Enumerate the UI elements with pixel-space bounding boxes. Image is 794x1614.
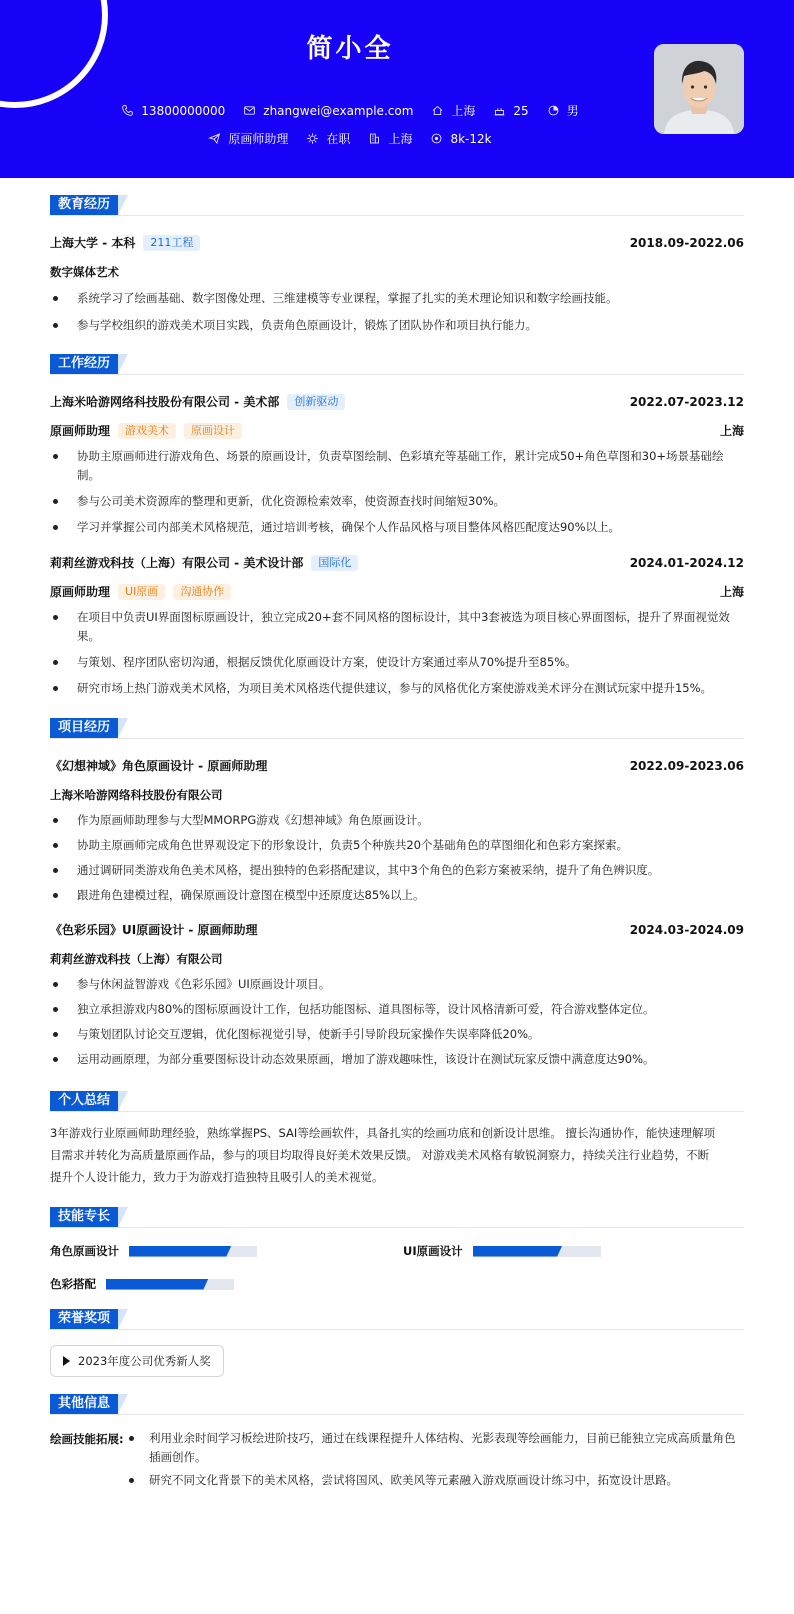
contact-gender	[547, 102, 579, 119]
skill-bar	[106, 1279, 234, 1290]
job-period: 2024.01-2024.12	[629, 555, 744, 570]
project-company: 莉莉丝游戏科技（上海）有限公司	[50, 952, 223, 966]
contact-age	[493, 104, 528, 118]
profile-photo	[654, 44, 744, 134]
intent-city	[368, 130, 412, 147]
section-header	[50, 195, 744, 216]
skill-item	[50, 1276, 234, 1292]
skills-row	[50, 1243, 744, 1259]
skills-row	[50, 1276, 744, 1292]
list-item: 跟进角色建模过程，确保原画设计意图在模型中还原度达85%以上。	[50, 886, 744, 905]
summary-line: 3年游戏行业原画师助理经验，熟练掌握PS、SAI等绘画软件，具备扎实的绘画功底和创新设计思维。 擅长沟通协作，能快速理解项	[50, 1126, 715, 1140]
project-name: 《幻想神域》角色原画设计 - 原画师助理	[50, 759, 268, 773]
send-icon	[208, 132, 221, 145]
other-section	[50, 1394, 744, 1490]
list-item: 与策划、程序团队密切沟通，根据反馈优化原画设计方案，使设计方案通过率从70%提升至85%。	[50, 653, 744, 672]
phone-icon	[121, 104, 134, 117]
job-header-row	[50, 393, 744, 410]
company-tag: 国际化	[311, 555, 358, 571]
list-item: 协助主原画师完成角色世界观设定下的形象设计，负责5个种族共20个基础角色的草图细化和色彩方案探索。	[50, 836, 744, 855]
project-bullets	[50, 975, 744, 1069]
skill-bar	[473, 1246, 601, 1257]
section-header	[50, 1394, 744, 1415]
company-name: 上海米哈游网络科技股份有限公司 - 美术部	[50, 395, 280, 409]
age-icon	[493, 104, 506, 117]
contact-email	[243, 104, 413, 118]
summary-section	[50, 1091, 744, 1188]
salary-icon	[430, 132, 443, 145]
school-name: 上海大学 - 本科	[50, 236, 136, 250]
other-info-row	[50, 1429, 744, 1490]
section-header	[50, 1091, 744, 1112]
list-item: 在项目中负责UI界面图标原画设计，独立完成20+套不同风格的图标设计，其中3套被选为项目核心界面图标，提升了界面视觉效果。	[50, 608, 744, 646]
home-city: 上海	[451, 104, 476, 118]
section-header	[50, 1309, 744, 1330]
work-section	[50, 354, 744, 698]
education-section	[50, 195, 744, 335]
list-item: 作为原画师助理参与大型MMORPG游戏《幻想神域》角色原画设计。	[50, 811, 744, 830]
role-tag: 游戏美术	[118, 423, 176, 439]
summary-text	[50, 1122, 744, 1188]
list-item: 参与学校组织的游戏美术项目实践，负责角色原画设计，锻炼了团队协作和项目执行能力。	[50, 316, 744, 335]
project-period: 2022.09-2023.06	[629, 758, 744, 773]
section-title: 荣誉奖项	[50, 1309, 118, 1329]
list-item: 学习并掌握公司内部美术风格规范，通过培训考核，确保个人作品风格与项目整体风格匹配度达90%以上。	[50, 518, 744, 537]
candidate-name: 简小全	[306, 34, 394, 64]
company-tag: 创新驱动	[287, 394, 345, 410]
building-icon	[368, 132, 381, 145]
contact-phone	[121, 104, 225, 118]
job-role: 原画师助理	[50, 585, 111, 599]
intent-salary	[430, 132, 491, 146]
play-triangle-icon	[63, 1356, 70, 1366]
role-tag: UI原画	[118, 584, 165, 600]
school-tag: 211工程	[143, 235, 200, 251]
job-role: 原画师助理	[50, 424, 111, 438]
project-name: 《色彩乐园》UI原画设计 - 原画师助理	[50, 923, 258, 937]
email-address: zhangwei@example.com	[263, 103, 414, 118]
education-period: 2018.09-2022.06	[629, 235, 744, 250]
section-title: 个人总结	[50, 1091, 118, 1111]
list-item: 协助主原画师进行游戏角色、场景的原画设计，负责草图绘制、色彩填充等基础工作，累计完成50+角色草图和30+场景基础绘制。	[50, 447, 744, 485]
skill-item	[50, 1243, 403, 1259]
section-title: 项目经历	[50, 718, 118, 738]
other-info-bullets	[126, 1429, 744, 1490]
project-header-row	[50, 757, 744, 774]
award-item[interactable]	[50, 1345, 224, 1377]
intent-city-text: 上海	[388, 132, 413, 146]
contact-home	[431, 102, 475, 119]
major: 数字媒体艺术	[50, 265, 119, 279]
intent-status	[306, 130, 350, 147]
section-title: 技能专长	[50, 1207, 118, 1227]
skill-bar	[129, 1246, 257, 1257]
list-item: 系统学习了绘画基础、数字图像处理、三维建模等专业课程，掌握了扎实的美术理论知识和数字绘画技能。	[50, 289, 744, 308]
job-location: 上海	[719, 585, 744, 599]
list-item: 与策划团队讨论交互逻辑，优化图标视觉引导，使新手引导阶段玩家操作失误率降低20%。	[50, 1025, 744, 1044]
section-title: 工作经历	[50, 354, 118, 374]
resume-header	[0, 0, 794, 178]
project-bullets	[50, 811, 744, 905]
section-header	[50, 1207, 744, 1228]
job-role-row	[50, 422, 744, 439]
skill-name: 色彩搭配	[50, 1277, 96, 1291]
intent-position	[208, 130, 288, 147]
other-info-label: 绘画技能拓展:	[50, 1432, 124, 1446]
job-header-row	[50, 554, 744, 571]
job-bullets	[50, 608, 744, 698]
list-item: 参与休闲益智游戏《色彩乐园》UI原画设计项目。	[50, 975, 744, 994]
phone-number: 13800000000	[141, 103, 226, 118]
list-item: 研究市场上热门游戏美术风格，为项目美术风格迭代提供建议，参与的风格优化方案使游戏美术评分在测试玩家中提升15%。	[50, 679, 744, 698]
skill-item	[403, 1243, 601, 1259]
age-value: 25	[513, 103, 529, 118]
project-company: 上海米哈游网络科技股份有限公司	[50, 788, 223, 802]
section-header	[50, 354, 744, 375]
gender-icon	[547, 104, 560, 117]
section-title: 其他信息	[50, 1394, 118, 1414]
list-item: 通过调研同类游戏角色美术风格，提出独特的色彩搭配建议，其中3个角色的色彩方案被采纳，提升了角色辨识度。	[50, 861, 744, 880]
intent-salary-text: 8k-12k	[450, 131, 492, 146]
skill-bar-fill	[106, 1279, 208, 1290]
job-period: 2022.07-2023.12	[629, 394, 744, 409]
skills-section	[50, 1207, 744, 1292]
mail-icon	[243, 104, 256, 117]
skill-bar-fill	[129, 1246, 231, 1257]
summary-line: 提升个人设计能力，致力于为游戏打造独特且吸引人的美术视觉。	[50, 1170, 384, 1184]
education-header-row	[50, 234, 744, 251]
job-bullets	[50, 447, 744, 537]
list-item: 独立承担游戏内80%的图标原画设计工作，包括功能图标、道具图标等，设计风格清新可爱，符合游戏整体定位。	[50, 1000, 744, 1019]
skill-name: 角色原画设计	[50, 1244, 119, 1258]
honors-section	[50, 1309, 744, 1377]
section-header	[50, 718, 744, 739]
job-role-row	[50, 583, 744, 600]
list-item: 研究不同文化背景下的美术风格，尝试将国风、欧美风等元素融入游戏原画设计练习中，拓宽设计思路。	[126, 1471, 744, 1490]
projects-section	[50, 718, 744, 1069]
list-item: 利用业余时间学习板绘进阶技巧，通过在线课程提升人体结构、光影表现等绘画能力，目前已能独立完成高质量角色插画创作。	[126, 1429, 744, 1467]
role-tag: 原画设计	[184, 423, 242, 439]
skill-name: UI原画设计	[403, 1244, 463, 1258]
summary-line: 目需求并转化为高质量原画作品，参与的项目均取得良好美术效果反馈。 对游戏美术风格有敏锐洞察力，持续关注行业趋势，不断	[50, 1148, 710, 1162]
list-item: 运用动画原理，为部分重要图标设计动态效果原画，增加了游戏趣味性，该设计在测试玩家反馈中满意度达90%。	[50, 1050, 744, 1069]
contact-row	[0, 102, 700, 119]
project-period: 2024.03-2024.09	[629, 922, 744, 937]
award-text: 2023年度公司优秀新人奖	[78, 1354, 211, 1368]
status-icon	[306, 132, 319, 145]
section-title: 教育经历	[50, 195, 118, 215]
skill-bar-fill	[473, 1246, 563, 1257]
company-name: 莉莉丝游戏科技（上海）有限公司 - 美术设计部	[50, 556, 304, 570]
education-bullets	[50, 289, 744, 335]
intent-position-text: 原画师助理	[228, 132, 289, 146]
intent-status-text: 在职	[326, 132, 351, 146]
list-item: 参与公司美术资源库的整理和更新，优化资源检索效率，使资源查找时间缩短30%。	[50, 492, 744, 511]
resume-content	[50, 178, 744, 1490]
role-tag: 沟通协作	[173, 584, 231, 600]
job-location: 上海	[719, 424, 744, 438]
home-icon	[431, 104, 444, 117]
project-header-row	[50, 921, 744, 938]
gender-value: 男	[566, 104, 579, 118]
job-intent-row	[0, 130, 700, 147]
